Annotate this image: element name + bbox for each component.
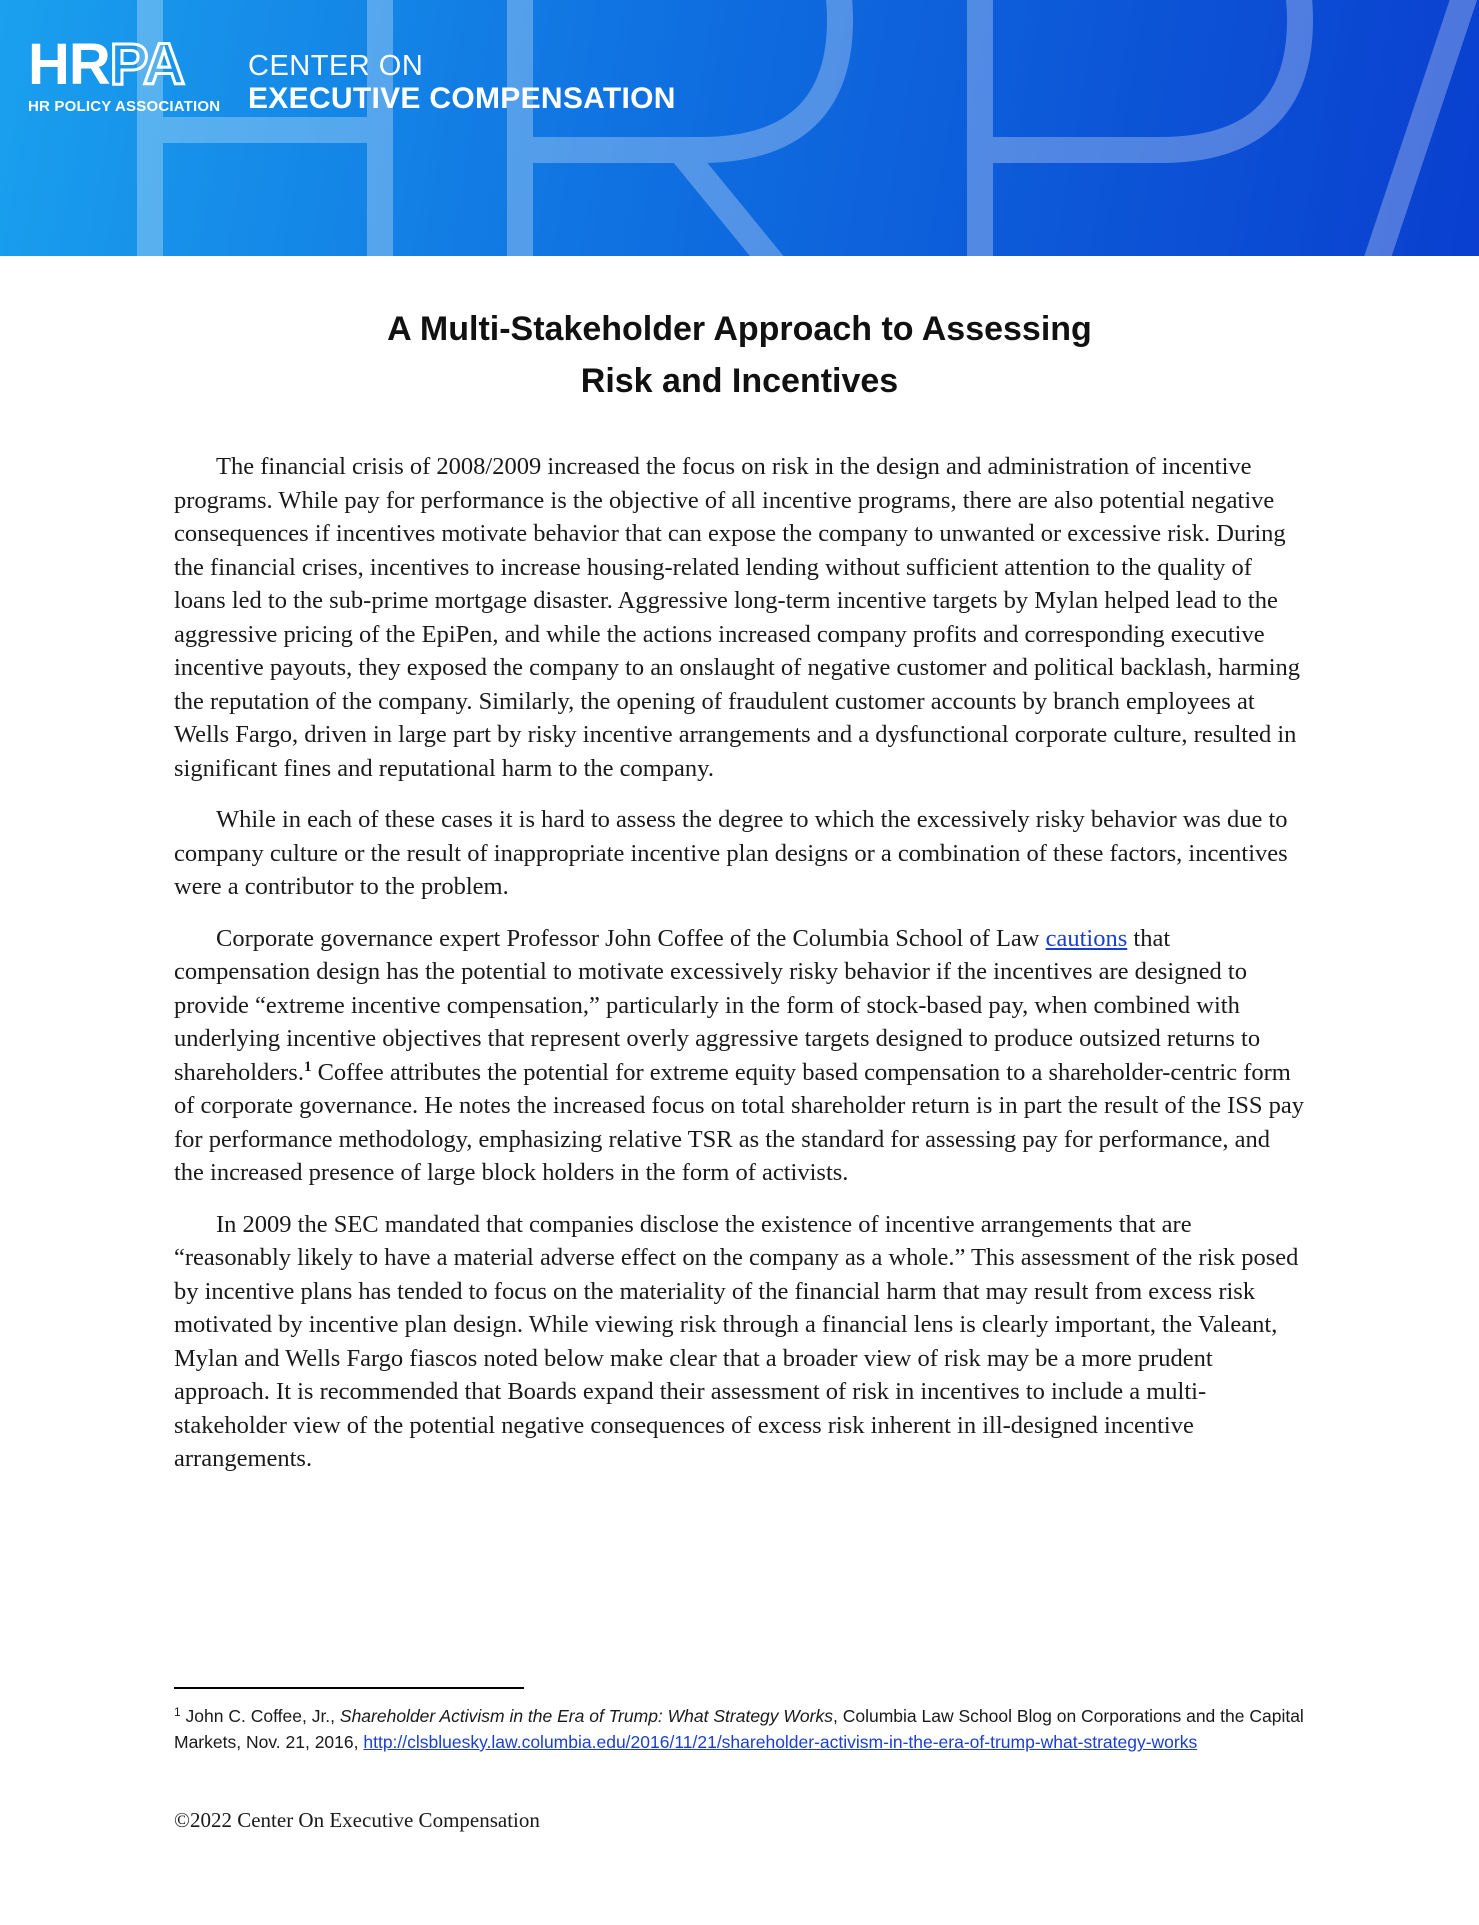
logo-subtitle: HR POLICY ASSOCIATION	[28, 98, 221, 115]
footnote-details: , Columbia Law School Blog on Corporations and the Capital Markets, Nov. 21, 2016,	[174, 1706, 1304, 1752]
hrpa-watermark-letters	[80, 0, 1479, 256]
document-title	[0, 303, 1479, 407]
body-text	[174, 450, 1306, 1494]
paragraph-3-body: that compensation design has the potential to motivate excessively risky behavior if the incentives are designed to provide “extreme incentive compensation,” particularly in the form of stock-based pay, when combined with underlying incentive objectives that represent overly aggressive targets designed to produce outsized returns to shareholders.	[174, 924, 1261, 1086]
paragraph-2: While in each of these cases it is hard to assess the degree to which the excessively risky behavior was due to company culture or the result of inappropriate incentive plan designs or a combination of these factors, incentives were a contributor to the problem.	[174, 806, 1288, 900]
footnote-ref-1[interactable]: 1	[303, 1058, 312, 1075]
paragraph-1: The financial crisis of 2008/2009 increased the focus on risk in the design and administration of incentive programs. While pay for performance is the objective of all incentive programs, there are also potential negative consequences if incentives motivate behavior that can expose the company to unwanted or excessive risk. During the financial crises, incentives to increase housing-related lending without sufficient attention to the quality of loans led to the sub-prime mortgage disaster. Aggressive long-term incentive targets by Mylan helped lead to the aggressive pricing of the EpiPen, and while the actions increased company profits and corresponding executive incentive payouts, they exposed the company to an onslaught of negative customer and political backlash, harming the reputation of the company. Similarly, the opening of fraudulent customer accounts by branch employees at Wells Fargo, driven in large part by risky incentive arrangements and a dysfunctional corporate culture, resulted in significant fines and reputational harm to the company.	[174, 453, 1301, 782]
footnote-1	[174, 1703, 1314, 1755]
footnote-url-link[interactable]: http://clsbluesky.law.columbia.edu/2016/11/21/shareholder-activism-in-the-era-of-trump-what-strategy-works	[363, 1732, 1198, 1752]
footnote-work-title: Shareholder Activism in the Era of Trump: What Strategy Works	[339, 1706, 833, 1726]
document-title-line2: Risk and Incentives	[580, 362, 899, 400]
footnote-author: John C. Coffee, Jr.,	[180, 1706, 340, 1726]
paragraph-3	[174, 922, 1306, 1190]
document-title-line1: A Multi-Stakeholder Approach to Assessing	[387, 310, 1092, 348]
footnote-number: 1	[174, 1705, 181, 1719]
logo-hr-text: HR	[28, 32, 110, 97]
paragraph-4: In 2009 the SEC mandated that companies disclose the existence of incentive arrangements that are “reasonably likely to have a material adverse effect on the company as a whole.” This assessment of the risk posed by incentive plans has tended to focus on the materiality of the financial harm that may result from excess risk motivated by incentive plan design. While viewing risk through a financial lens is clearly important, the Valeant, Mylan and Wells Fargo fiascos noted below make clear that a broader view of risk may be a more prudent approach. It is recommended that Boards expand their assessment of risk in incentives to include a multi-stakeholder view of the potential negative consequences of excess risk inherent in ill-designed incentive arrangements.	[174, 1210, 1299, 1472]
hrpa-logo-mark	[28, 32, 220, 97]
center-name-line2: EXECUTIVE COMPENSATION	[248, 82, 676, 115]
center-name-line1: CENTER ON	[248, 50, 424, 82]
footnote-divider	[174, 1687, 524, 1689]
paragraph-3-intro: Corporate governance expert Professor John Coffee of the Columbia School of Law	[216, 924, 1046, 952]
paragraph-3-end: Coffee attributes the potential for extreme equity based compensation to a shareholder-centric form of corporate governance. He notes the increased focus on total shareholder return is in part the result of the ISS pay for performance methodology, emphasizing relative TSR as the standard for assessing pay for performance, and the increased presence of large block holders in the form of activists.	[174, 1058, 1305, 1186]
header-banner	[0, 0, 1479, 256]
logo-pa-text: PA	[109, 32, 185, 97]
center-name	[248, 50, 676, 116]
copyright-notice: ©2022 Center On Executive Compensation	[174, 1808, 540, 1832]
cautions-link[interactable]: cautions	[1045, 924, 1128, 952]
hrpa-logo	[28, 32, 221, 115]
